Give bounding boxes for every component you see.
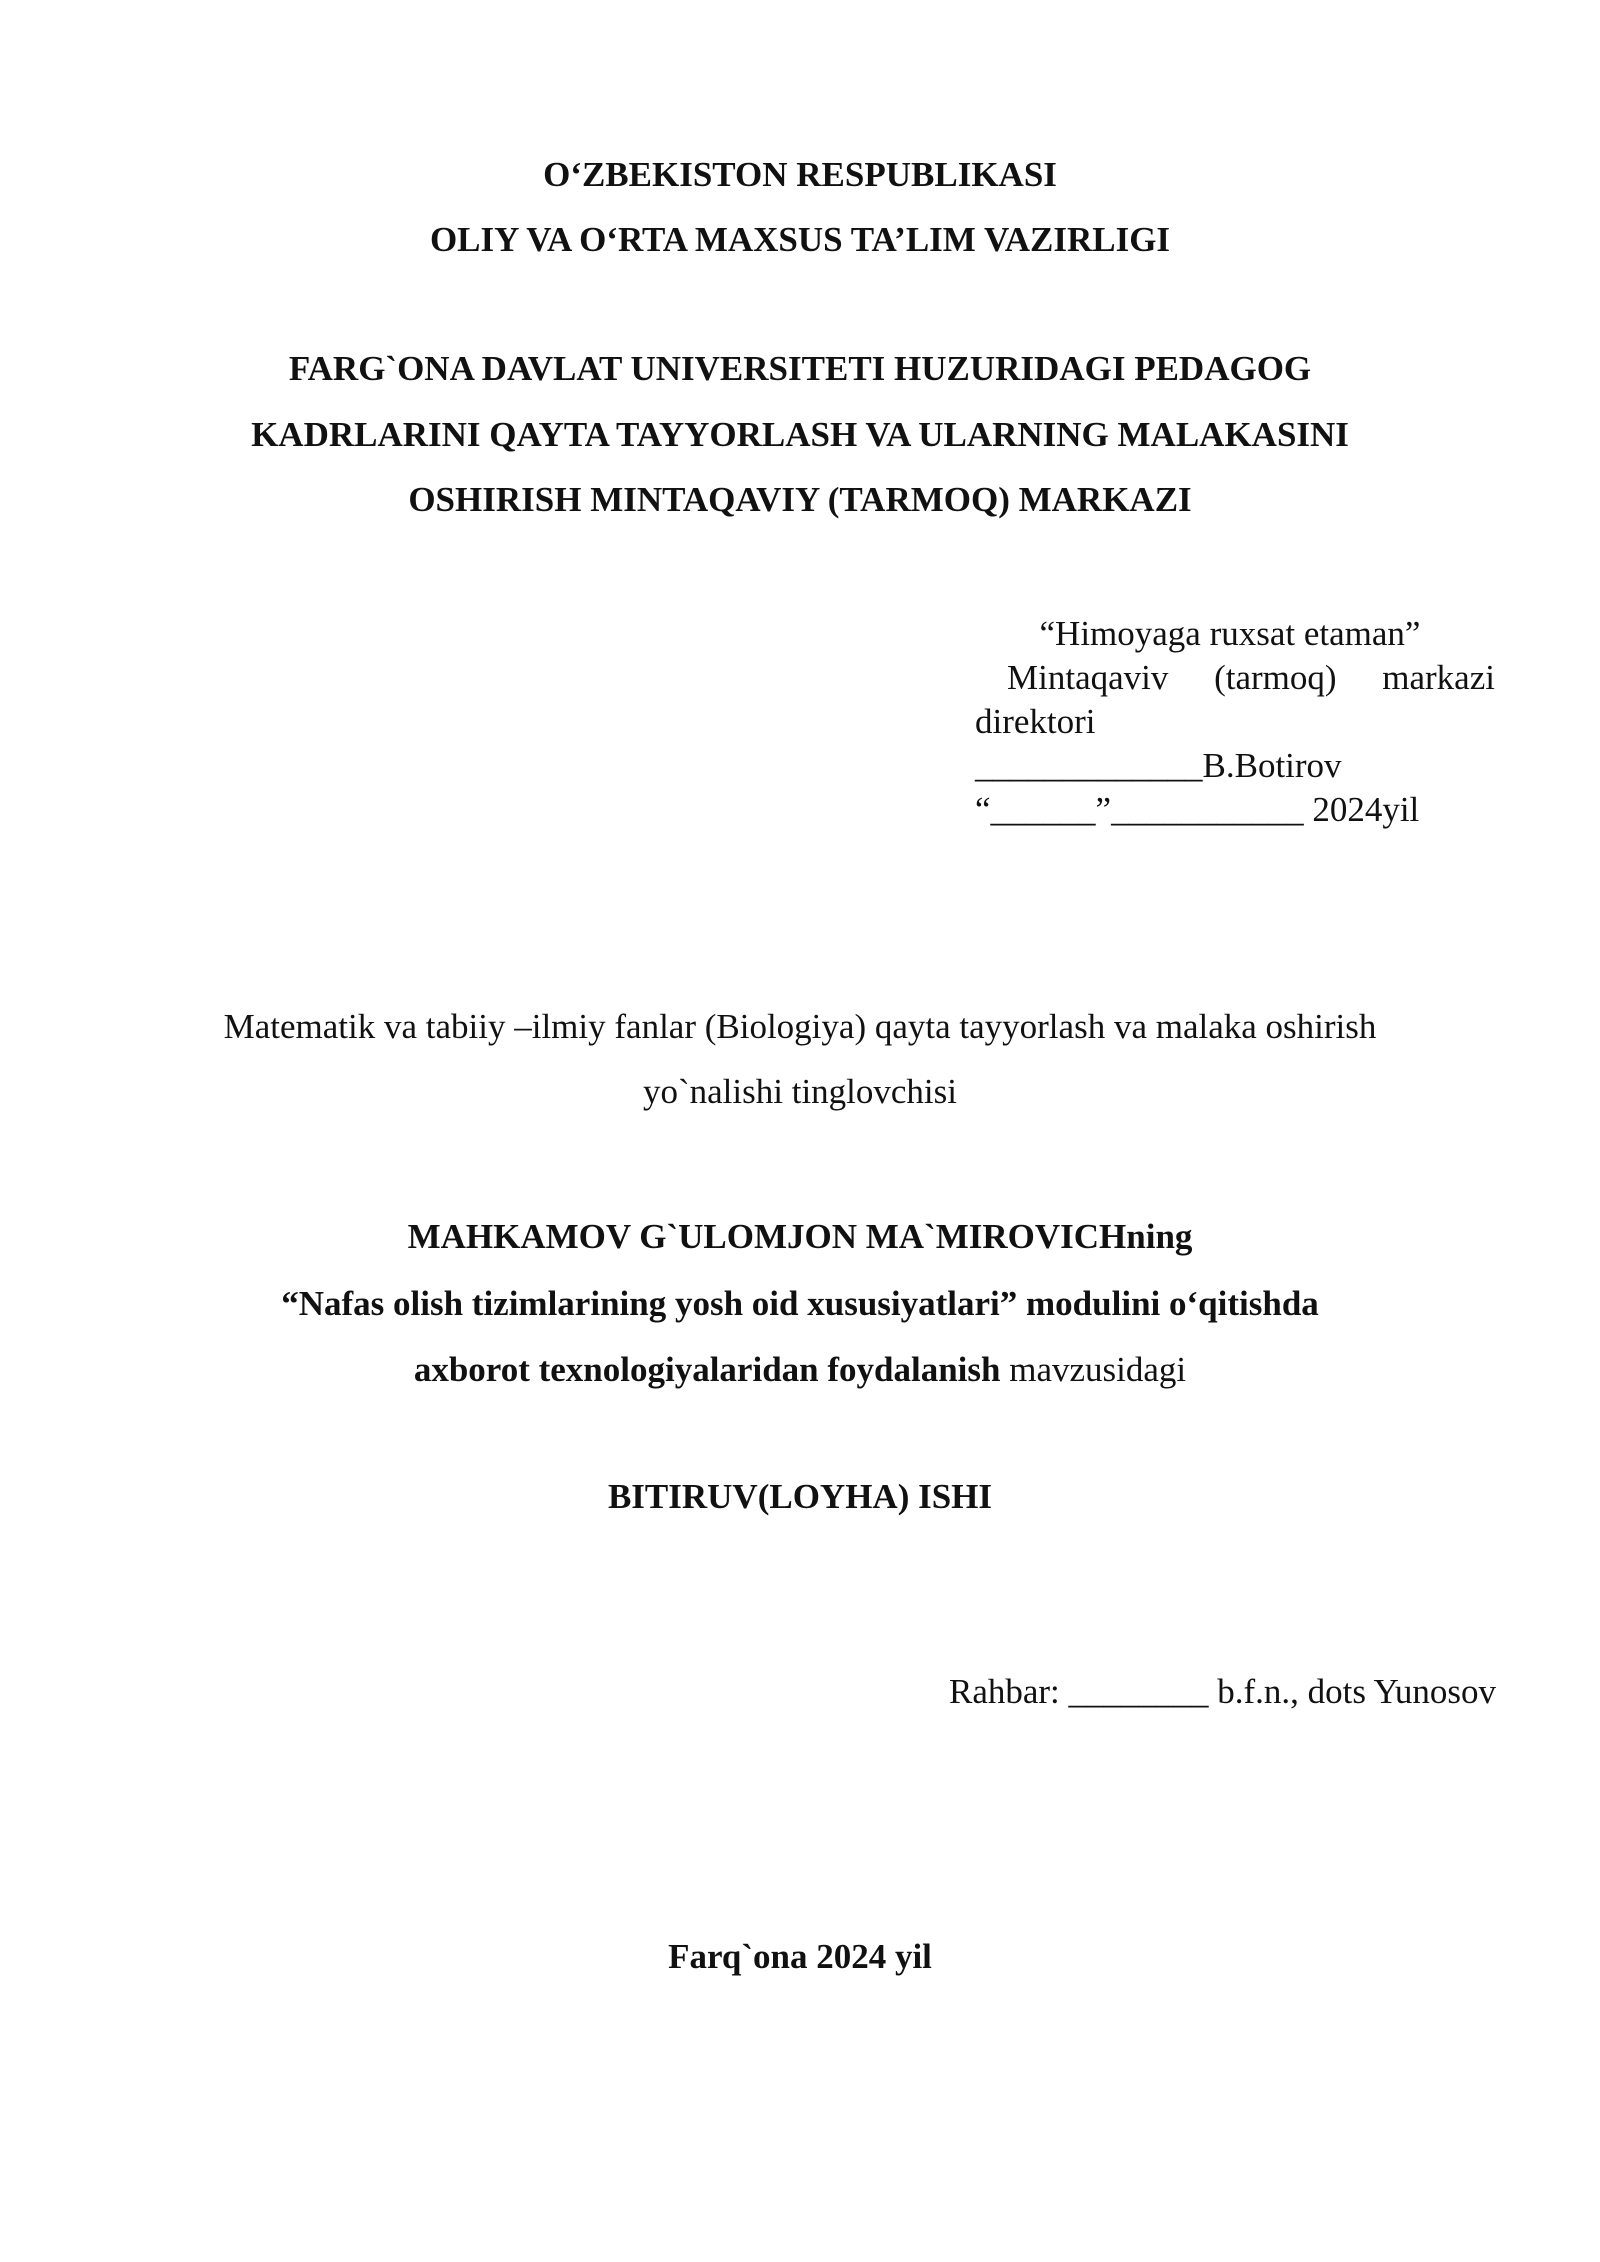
- approval-role-line: [975, 656, 1495, 700]
- approval-role-line-2: direktori: [975, 702, 1096, 741]
- approval-role-word: Mintaqaviv: [1007, 658, 1169, 697]
- topic-line-1: “Nafas olish tizimlarining yosh oid xususiyatlari” modulini o‘qitishda: [281, 1284, 1319, 1323]
- ministry-title: OLIY VA O‘RTA MAXSUS TA’LIM VAZIRLIGI: [429, 220, 1171, 259]
- date-line: “______”___________ 2024yil: [975, 790, 1420, 829]
- approval-block: [975, 612, 1495, 832]
- approval-heading: “Himoyaga ruxsat etaman”: [1039, 614, 1421, 653]
- topic-line-2: [0, 1348, 1600, 1392]
- topic-normal-text: mavzusidagi: [1000, 1350, 1187, 1389]
- approval-role-word: markazi: [1382, 658, 1495, 697]
- topic-bold-text: axborot texnologiyalaridan foydalanish: [413, 1350, 1001, 1389]
- supervisor-line: Rahbar: ________ b.f.n., dots Yunosov: [948, 1672, 1496, 1711]
- program-line-2: yo`nalishi tinglovchisi: [642, 1072, 957, 1111]
- institution-line-1: FARG`ONA DAVLAT UNIVERSITETI HUZURIDAGI PEDAGOG: [288, 349, 1312, 388]
- author-name: MAHKAMOV G`ULOMJON MA`MIROVICHning: [407, 1217, 1193, 1256]
- footer-city-year: Farq`ona 2024 yil: [668, 1937, 932, 1976]
- institution-line-2: KADRLARINI QAYTA TAYYORLASH VA ULARNING MALAKASINI: [251, 415, 1349, 454]
- country-title: O‘ZBEKISTON RESPUBLIKASI: [543, 155, 1057, 194]
- signature-line: _____________B.Botirov: [975, 746, 1342, 785]
- approval-role-word: (tarmoq): [1214, 658, 1337, 697]
- document-type: BITIRUV(LOYHA) ISHI: [607, 1477, 993, 1516]
- program-line-1: Matematik va tabiiy –ilmiy fanlar (Biologiya) qayta tayyorlash va malaka oshirish: [223, 1007, 1377, 1046]
- institution-line-3: OSHIRISH MINTAQAVIY (TARMOQ) MARKAZI: [408, 480, 1192, 519]
